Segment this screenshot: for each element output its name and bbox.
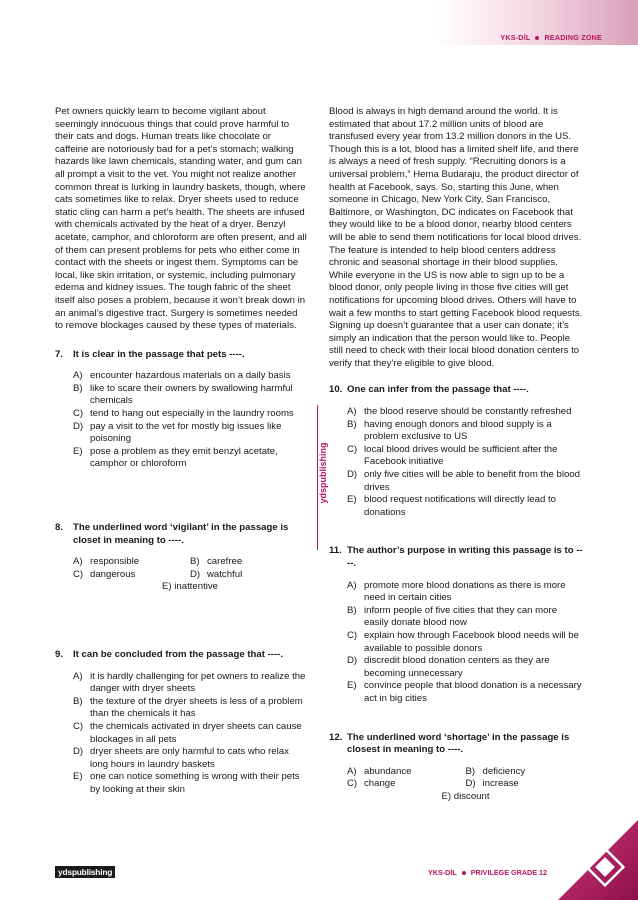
side-brand-text: ydspublishing bbox=[318, 436, 328, 510]
option-b[interactable]: B) carefree bbox=[190, 556, 243, 568]
bullet-icon bbox=[535, 36, 539, 40]
bullet-icon bbox=[462, 871, 466, 875]
option-e[interactable]: E) blood request notifications will directly lead to donations bbox=[347, 494, 556, 518]
blood-passage: Blood is always in high demand around the world. It is estimated that about 17.2 million units of blood are transfused every year from 13.2 million donors in the US. Though this is a lot, blood has a limited shelf life, and there is always a need of fresh supply. “Recruiting donors is a universal problem,” Hema Budaraju, the product director of health at Facebook, says. So, starting this June, when someone in Chicago, New York City, San Francisco, Baltimore, or Washington, DC indicates on Facebook that they would like to be a blood donor, nearby blood centers will be able to send them notifications for local blood drives. The feature is intended to help blood centers address chronic and seasonal shortage in their blood supplies. While everyone in the US is now able to sign up to be a blood donor, only people living in those five cities will get notifications for upcoming blood drives. Others will have to wait a few months to start getting Facebook blood requests. Signing up doesn’t guarantee that a user can donate; it’s simply an indication that the person would like to. People still need to check with their local blood donation centers to verify that they’re eligible to give blood. bbox=[329, 106, 583, 369]
option-e[interactable]: E) convince people that blood donation is a necessary act in big cities bbox=[347, 680, 582, 704]
option-c[interactable]: C) the chemicals activated in dryer sheets can cause blockages in all pets bbox=[73, 720, 302, 745]
option-c[interactable]: C) dangerous bbox=[73, 568, 136, 580]
page-header bbox=[0, 0, 638, 52]
options-list bbox=[55, 671, 307, 797]
question-stem: The underlined word ‘shortage’ in the passage is closest in meaning to ----. bbox=[347, 731, 570, 756]
option-b[interactable]: B) deficiency bbox=[465, 765, 526, 777]
option-d[interactable]: D) only five cities will be able to benefit from the blood drives bbox=[347, 469, 580, 493]
question-7 bbox=[55, 349, 307, 471]
option-e[interactable]: E) inattentive bbox=[162, 581, 218, 593]
publisher-logo: ydspublishing bbox=[55, 866, 115, 878]
options-list bbox=[329, 406, 584, 519]
question-9 bbox=[55, 649, 307, 797]
option-b[interactable]: B) like to scare their owners by swallowing harmful chemicals bbox=[73, 382, 293, 407]
option-a[interactable]: A) encounter hazardous materials on a daily basis bbox=[73, 370, 291, 382]
question-number: 9. bbox=[55, 649, 64, 660]
footer-label bbox=[428, 868, 547, 877]
option-a[interactable]: A) the blood reserve should be constantly refreshed bbox=[347, 406, 572, 418]
question-stem: It can be concluded from the passage that ----. bbox=[73, 649, 284, 660]
option-c[interactable]: C) change bbox=[347, 778, 396, 790]
diamond-corner-icon bbox=[558, 820, 638, 900]
option-a[interactable]: A) it is hardly challenging for pet owners to realize the danger with dryer sheets bbox=[73, 670, 306, 695]
option-d[interactable]: D) dryer sheets are only harmful to cats who relax long hours in laundry baskets bbox=[73, 746, 289, 770]
question-10 bbox=[329, 384, 584, 519]
question-number: 7. bbox=[55, 348, 64, 360]
question-8 bbox=[55, 522, 307, 594]
option-c[interactable]: C) local blood drives would be sufficient after the Facebook initiative bbox=[347, 443, 558, 468]
option-d[interactable]: D) watchful bbox=[190, 568, 243, 580]
header-zone: READING ZONE bbox=[544, 33, 602, 42]
header-label bbox=[500, 33, 602, 42]
right-column bbox=[329, 106, 584, 804]
question-stem: One can infer from the passage that ----. bbox=[347, 384, 529, 396]
question-stem: The underlined word ‘vigilant’ in the passage is closet in meaning to ----. bbox=[73, 522, 289, 546]
page-footer bbox=[0, 850, 638, 900]
question-number: 11. bbox=[329, 545, 342, 557]
question-stem: It is clear in the passage that pets ----. bbox=[73, 348, 245, 360]
options-grid bbox=[329, 766, 584, 804]
option-b[interactable]: B) having enough donors and blood supply is a problem exclusive to US bbox=[347, 418, 552, 443]
footer-grade: PRIVILEGE GRADE 12 bbox=[470, 868, 547, 877]
question-number: 8. bbox=[55, 522, 64, 534]
option-a[interactable]: A) promote more blood donations as there is more need in certain cities bbox=[347, 579, 566, 604]
question-number: 10. bbox=[329, 384, 343, 396]
option-b[interactable]: B) inform people of five cities that they can more easily donate blood now bbox=[347, 604, 558, 629]
options-list bbox=[55, 370, 307, 471]
question-11 bbox=[329, 545, 584, 705]
question-12 bbox=[329, 732, 584, 804]
option-b[interactable]: B) the texture of the dryer sheets is less of a problem than the chemicals it has bbox=[73, 695, 303, 720]
header-section: YKS-DİL bbox=[500, 33, 531, 42]
footer-section: YKS-DİL bbox=[427, 868, 457, 877]
options-grid bbox=[55, 556, 307, 594]
option-d[interactable]: D) pay a visit to the vet for mostly big issues like poisoning bbox=[73, 420, 282, 445]
option-a[interactable]: A) abundance bbox=[347, 765, 412, 777]
question-number: 12. bbox=[329, 731, 343, 743]
option-e[interactable]: E) discount bbox=[441, 790, 490, 802]
option-d[interactable]: D) discredit blood donation centers as they are becoming unnecessary bbox=[347, 655, 550, 679]
option-c[interactable]: C) tend to hang out especially in the laundry rooms bbox=[73, 408, 294, 420]
question-stem: The author’s purpose in writing this passage is to ----. bbox=[347, 545, 583, 569]
option-e[interactable]: E) pose a problem as they emit benzyl acetate, camphor or chloroform bbox=[73, 445, 278, 470]
options-list bbox=[329, 580, 584, 706]
pet-passage: Pet owners quickly learn to become vigilant about seemingly innocuous things that could prove harmful to their cats and dogs. Human treats like chocolate or caffeine are notoriously bad for a pet’s stomach; walking hazards like lawn chemicals, standing water, and gum can all prompt a visit to the vet. You might not realize another common threat is lurking in laundry baskets, though, where cats sometimes like to relax. Dryer sheets used to reduce static cling can harm a pet’s health. The sheets are infused with chemicals activated by the heat of a dryer. Benzyl acetate, camphor, and chloroform are often present, and all of them can present problems for pets who either come in contact with the sheets or ingest them. Symptoms can be local, like skin irritation, or systemic, including pulmonary edema and kidney issues. The tough fabric of the sheet itself also poses a problem, because it won’t break down in an animal’s digestive tract. Surgery is sometimes needed to remove blockages caused by these types of materials. bbox=[55, 106, 307, 332]
option-a[interactable]: A) responsible bbox=[73, 556, 140, 568]
option-d[interactable]: D) increase bbox=[465, 778, 519, 790]
option-e[interactable]: E) one can notice something is wrong with their pets by looking at their skin bbox=[73, 771, 300, 795]
option-c[interactable]: C) explain how through Facebook blood needs will be available to possible donors bbox=[347, 629, 579, 654]
side-brand bbox=[311, 438, 328, 512]
left-column bbox=[55, 106, 307, 797]
